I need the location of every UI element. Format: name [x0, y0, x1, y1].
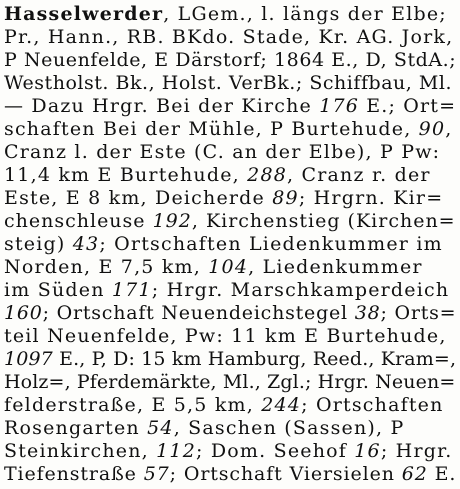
entry-text: ; Ortschaft Neuendeichstegel	[42, 302, 355, 324]
entry-line	[4, 25, 453, 49]
entry-text: im Süden	[4, 279, 112, 301]
entry-line	[4, 232, 443, 256]
entry-text: Holz=, Pferdemärkte, Ml., Zgl.; Hrgr. Neuen=	[4, 371, 456, 393]
entry-line	[4, 416, 404, 440]
population-figure: 192	[152, 210, 192, 232]
entry-text: E., P, D: 15 km Hamburg, Reed., Kram=,	[52, 348, 457, 370]
entry-text: ; Hrgr.	[380, 440, 453, 462]
entry-headword: Hasselwerder	[4, 3, 164, 25]
population-figure: 1097	[4, 348, 53, 370]
population-figure: 104	[208, 256, 249, 278]
entry-line	[4, 278, 449, 302]
entry-text: felderstraße, E 5,5 km,	[4, 394, 262, 416]
entry-line	[4, 255, 423, 279]
entry-line	[4, 209, 456, 233]
entry-text: Este, E 8 km, Deicherde	[4, 187, 273, 209]
population-figure: 176	[319, 95, 359, 117]
population-figure: 62	[401, 463, 428, 485]
entry-text: ; Hrgr. Marschkamperdeich	[151, 279, 450, 301]
population-figure: 160	[4, 302, 43, 324]
entry-text: ; Ortschaften	[301, 394, 444, 416]
entry-text: , Kirchenstieg (Kirchen=	[191, 210, 456, 232]
entry-text: chenschleuse	[4, 210, 153, 232]
entry-text: P Neuenfelde, E Därstorf; 1864 E., D, StdA.;	[4, 49, 457, 71]
entry-text: Rosengarten	[4, 417, 148, 439]
entry-text: Cranz l. der Este (C. an der Elbe), P Pw:	[4, 141, 441, 163]
entry-text: ; Ortschaften Liedenkummer im	[99, 233, 443, 255]
entry-line	[4, 301, 456, 325]
population-figure: 171	[111, 279, 152, 301]
entry-text: , Saschen (Sassen), P	[173, 417, 405, 439]
population-figure: 57	[143, 463, 170, 485]
entry-text: Pr., Hann., RB. BKdo. Stade, Kr. AG. Jork,	[4, 26, 454, 48]
entry-line	[4, 186, 443, 210]
entry-line	[4, 393, 444, 417]
entry-text: ; Orts=	[380, 302, 457, 324]
population-figure: 43	[72, 233, 100, 255]
entry-text: schaften Bei der Mühle, P Burtehude,	[4, 118, 419, 140]
entry-text: ; Ortschaft Viersielen	[169, 463, 402, 485]
entry-text: — Dazu Hrgr. Bei der Kirche	[4, 95, 320, 117]
entry-line	[4, 462, 456, 486]
population-figure: 112	[156, 440, 196, 462]
entry-line	[4, 324, 447, 348]
entry-text: E.	[427, 463, 457, 485]
entry-text: ; Dom. Seehof	[196, 440, 355, 462]
population-figure: 38	[354, 302, 381, 324]
entry-line	[4, 71, 452, 95]
entry-text: Tiefenstraße	[4, 463, 144, 485]
entry-line	[4, 439, 453, 463]
entry-text: ; Hrgrn. Kir=	[298, 187, 444, 209]
entry-text: steig)	[4, 233, 73, 255]
entry-line	[4, 163, 431, 187]
population-figure: 54	[147, 417, 174, 439]
entry-line	[4, 370, 455, 394]
entry-text: Westholst. Bk., Holst. VerBk.; Schiffbau, Ml.	[4, 72, 453, 94]
entry-text: , Liedenkummer	[248, 256, 423, 278]
entry-line	[4, 117, 453, 141]
entry-line	[4, 94, 456, 118]
population-figure: 288	[247, 164, 288, 186]
population-figure: 89	[272, 187, 299, 209]
entry-text: , LGem., l. längs der Elbe;	[163, 3, 447, 25]
entry-text: Steinkirchen,	[4, 440, 157, 462]
entry-text: 11,4 km E Burtehude,	[4, 164, 248, 186]
entry-text: Norden, E 7,5 km,	[4, 256, 209, 278]
population-figure: 90	[418, 118, 446, 140]
entry-text: , Cranz r. der	[287, 164, 431, 186]
population-figure: 244	[261, 394, 302, 416]
entry-line	[4, 140, 440, 164]
population-figure: 16	[354, 440, 381, 462]
entry-line	[4, 347, 456, 371]
entry-line	[4, 48, 456, 72]
entry-text: ,	[445, 118, 453, 140]
entry-text: E.; Ort=	[359, 95, 457, 117]
entry-line	[4, 2, 447, 26]
entry-text: teil Neuenfelde, Pw: 11 km E Burtehude,	[4, 325, 447, 347]
